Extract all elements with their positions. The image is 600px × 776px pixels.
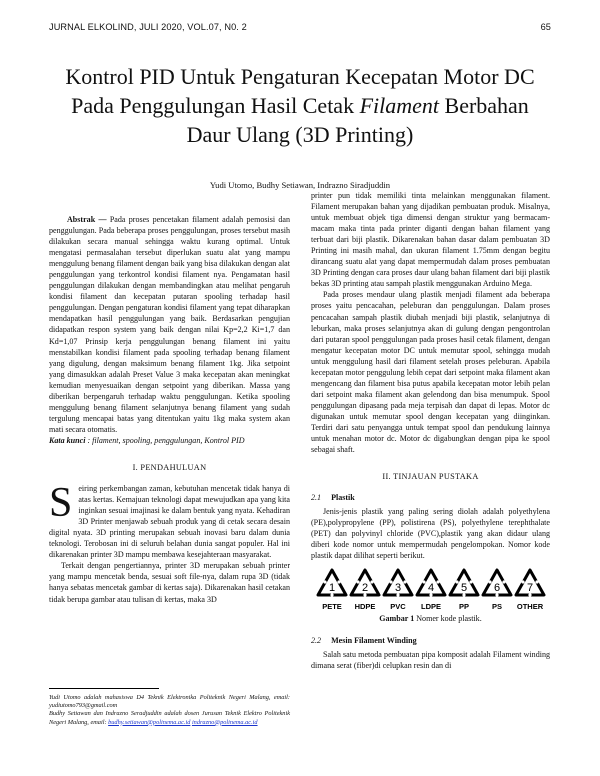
keywords: [49, 435, 290, 446]
keywords-label: Kata kunci: [49, 435, 86, 445]
recycling-code-label: PVC: [389, 602, 406, 612]
recycling-codes-figure: [315, 567, 547, 613]
abstract-body: Pada proses pencetakan filament adalah pemosisi dan penggulungan. Pada beberapa proses penggulungan, proses tersebut masih dilakukan secara manual sehingga waktu kurang optimal. Untuk mengatasi permasalahan tersebut diperlukan suatu alat yang mampu menggulung benang filament dengan baik yang bisa dilakukan dengan alat penggulungan yang terkontrol kondisi filament nya. Pengamatan hasil penggulungan dilakukan dengan membandingkan atau melihat pengaruh kondisi filament dan kecepatan putaran spooling terhadap hasil penggulungan. Dengan pengaturan kondisi filament yang tepat diharapkan mendapatkan hasil penggulungan yang baik. Berdasarkan pengujian didapatkan respon system yang baik dengan nilai Kp=2,2 Ki=1,7 dan Kd=1,07 Prinsip kerja penggulungan benang filament ini yaitu menstabilkan kondisi filament pada spooling terhadap benang filament yang digulung, dengan maksimum benang filament 1kg. Jika setpoint yang dimasukkan adalah Preset Value 3 maka kecepatan akan meningkat kemudian menyesuaikan dengan setpoint yang diberikan. Massa yang diberikan berpengaruh terhadap waktu penggulungan. Ketika spooling menggulung benang filament selanjutnya benang filament yang sudah tergulung mencapai batas yang ditentukan yaitu 1kg maka system akan mati secara otomatis.: [49, 215, 290, 434]
abstract: [49, 214, 290, 435]
recycling-symbol-5: [450, 570, 478, 611]
intro-paragraph-1: Seiring perkembangan zaman, kebutuhan mencetak tidak hanya di atas kertas. Kemajuan teknologi dapat mewujudkan apa yang kita inginkan sesuai imajinasi ke dalam bentuk yang nyata. Kehadiran 3D Printer menjawab sebuah produk yang di cetak secara desain digital nyata. 3D printing merupakan sebuah inovasi baru dalam dunia teknologi. Terobosan ini di seluruh belahan dunia sangat populer. Hal ini dikarenakan printer 3D mampu membawa kesejahteraan masyarakat.: [49, 480, 290, 560]
figure-caption: Gambar 1 Nomer kode plastik.: [379, 614, 482, 624]
recycling-code-label: HDPE: [354, 602, 375, 612]
email-link-indrazno[interactable]: indrazno@polinema.ac.id: [191, 718, 258, 726]
subsection-plastik-heading: 2.1 Plastik: [311, 493, 355, 503]
recycling-code-label: LDPE: [420, 602, 441, 612]
recycling-symbol-1: [318, 570, 346, 611]
right-paragraph-1: printer pun tidak memiliki tinta melainkan menggunakan filament. Filament merupakan bahan yang dijadikan pembuatan produk. Misalnya, untuk membuat objek tiga dimensi dengan struktur yang bermacam-macam maka tinta pada printer diganti dengan bahan filament yang terbuat dari biji plastik. Dikarenakan bahan dasar dalam pembuatan 3D Printing ini masih mahal, dan ukuran filament 1.75mm dengan begitu dirancang suatu alat yang dapat mempermudah dalam proses pembuatan 3D Printing dengan cara proses daur ulang bahan filament dari biji plastik bekas 3D printing atau sampah plastik menggunakan Arduino Mega.: [311, 191, 550, 289]
recycling-symbol-3: [384, 570, 412, 611]
section-heading-introduction: I. PENDAHULUAN: [132, 462, 207, 472]
recycling-symbol-2: [351, 570, 379, 611]
recycling-number: 2: [361, 582, 368, 595]
recycling-number: 4: [427, 582, 434, 595]
abstract-label: Abstrak —: [67, 215, 107, 224]
recycling-code-label: OTHER: [516, 602, 543, 612]
footnote: [49, 694, 290, 727]
left-column: [49, 214, 290, 605]
recycling-code-label: PETE: [321, 602, 342, 612]
recycling-symbol-7: [516, 570, 544, 611]
drop-cap: S: [49, 480, 73, 527]
footnote-author-2: Budhy Setiawan dan Indrazno Seradjuddin adalah dosen Jurusan Teknik Elektro Politeknik Negeri Malang, email: budhy.setiawan@polinema.ac.id indrazno@polinema.ac.id: [49, 710, 290, 726]
page-number: 65: [540, 22, 551, 32]
recycling-number: 7: [526, 582, 533, 595]
title-line-1: Kontrol PID Untuk Pengaturan Kecepatan Motor DC: [65, 64, 535, 89]
recycling-code-label: PS: [491, 602, 502, 612]
filament-winding-paragraph: Salah satu metoda pembuatan pipa komposit adalah Filament winding dimana serat (fiber)di celupkan resin dan di: [311, 649, 550, 670]
recycling-code-label: PP: [458, 602, 469, 612]
right-column: [311, 190, 550, 671]
recycling-number: 5: [460, 582, 467, 595]
recycling-symbol-6: [483, 570, 511, 611]
plastik-paragraph: Jenis-jenis plastik yang paling sering diolah adalah polyethylena (PE),polypropylene (PP), polistirena (PS), polyethylene terephthalate (PET) dan polyvinyl chloride (PVC),plastik yang akan didaur ulang diberi kode nomor untuk mempermudah pengelompokan. Nomor kode plastik dapat dilihat seperti berikut.: [311, 507, 550, 561]
keywords-body: : filament, spooling, penggulungan, Kontrol PID: [87, 435, 245, 445]
title-line-3: Daur Ulang (3D Printing): [186, 122, 414, 147]
journal-name: JURNAL ELKOLIND, JULI 2020, VOL.07, N0. 2: [49, 22, 247, 32]
recycling-symbol-4: [417, 570, 445, 611]
paper-title: [20, 62, 580, 149]
right-paragraph-2: Pada proses mendaur ulang plastik menjadi filament ada beberapa proses yaitu pencacahan, peleburan dan penggulungan. Dalam proses pencacahan sampah plastik diubah menjadi biji plastik, selanjutnya di leburkan, maka proses selanjutnya akan di gulung dengan pengontrolan dari putaran spool penggulungan pada proses hasil cetak filament, dengan mengatur kecepatan motor DC untuk memutar spool, sehingga mudah untuk menggulung hasil dari filament setelah proses peleburan. Apabila kecepatan motor penggulung lebih cepat dari setpoint maka filament akan mengencang dan filament bisa putus apabila kecepatan motor lebih pelan dari setpoint maka filament akan gelendong dan bisa menumpuk. Spool penggulungan dipasang pada meja terpisah dan dapat di lepas. Motor dc digunakan untuk memutar spool dengan kecepatan yang diinginkan. Terdiri dari satu penyangga untuk tempat spool dan pendukung lainnya untuk menahan motor dc. Motor dc digabungkan dengan pipa ke spool sebagai shaft.: [311, 290, 550, 455]
recycling-number: 1: [328, 582, 335, 595]
footnote-divider: [49, 688, 159, 689]
recycling-number: 3: [394, 582, 401, 595]
section-heading-literature: II. TINJAUAN PUSTAKA: [382, 472, 479, 482]
intro-paragraph-2: Terkait dengan pengertiannya, printer 3D merupakan sebuah printer yang mampu mencetak benda, sesuai soft file-nya, dalam rupa 3D (tidak hanya sebatas mencetak gambar di kertas saja). Dikarenakan hasil cetakan tidak berupa gambar atau tulisan di kertas, maka 3D: [49, 561, 290, 604]
recycling-number: 6: [493, 582, 500, 595]
email-link-budhy[interactable]: budhy.setiawan@polinema.ac.id: [108, 718, 191, 726]
subsection-filament-winding-heading: 2.2 Mesin Filament Winding: [311, 635, 417, 645]
footnote-author-1: Yudi Utomo adalah mahasiswa D4 Teknik Elektronika Politeknik Negeri Malang, email: yudiutomo793@gmail.com: [49, 694, 290, 710]
running-header: [49, 22, 551, 36]
author-list: Yudi Utomo, Budhy Setiawan, Indrazno Siradjuddin: [209, 180, 391, 190]
title-line-2: Pada Penggulungan Hasil Cetak Filament Berbahan: [71, 93, 529, 118]
